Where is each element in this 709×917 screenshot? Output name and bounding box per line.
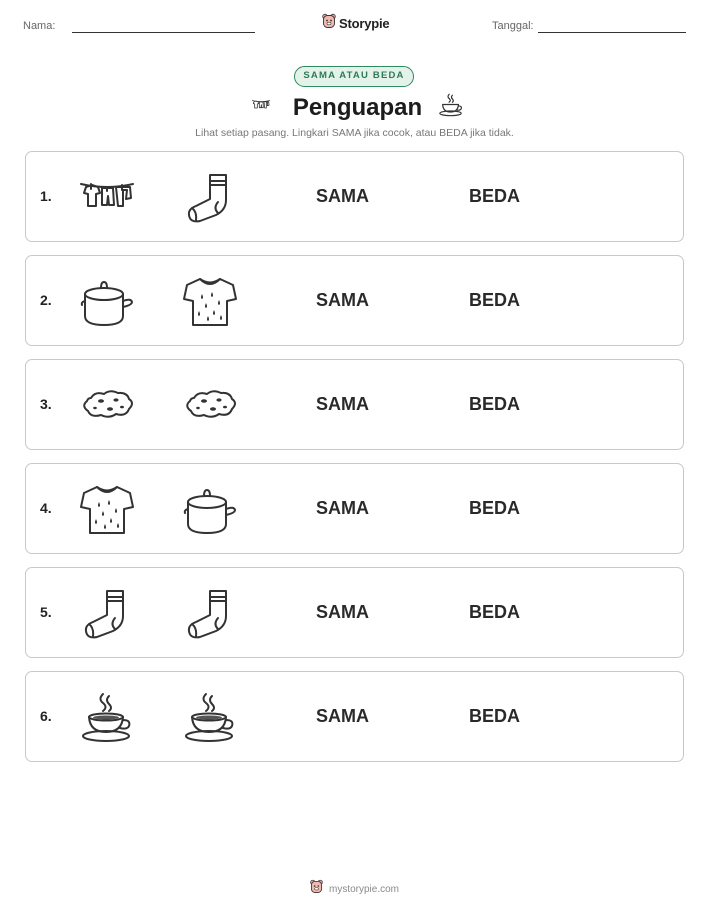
worksheet-badge: SAMA ATAU BEDA (294, 66, 414, 87)
option-different[interactable]: BEDA (469, 498, 521, 518)
option-different[interactable]: BEDA (469, 186, 521, 206)
brand-name: Storypie (339, 16, 390, 31)
option-same[interactable]: SAMA (316, 498, 369, 518)
row-number: 3. (40, 396, 52, 412)
puddle-icon (182, 378, 238, 432)
brand (322, 13, 389, 34)
exercise-row (25, 359, 684, 450)
name-label: Nama: (23, 20, 56, 32)
option-same[interactable]: SAMA (316, 706, 369, 726)
pot-icon (79, 274, 135, 328)
exercise-row (25, 463, 684, 554)
sock-icon (182, 170, 238, 224)
exercise-row (25, 255, 684, 346)
option-different[interactable]: BEDA (469, 706, 521, 726)
footer (0, 879, 709, 899)
clothesline-icon (245, 96, 277, 119)
hot-cup-icon (182, 690, 238, 744)
date-label: Tanggal: (492, 20, 534, 32)
clothesline-icon (79, 170, 135, 224)
title-row (0, 92, 709, 123)
option-same[interactable]: SAMA (316, 602, 369, 622)
option-same[interactable]: SAMA (316, 186, 369, 206)
hot-cup-icon (438, 92, 464, 123)
hot-cup-icon (79, 690, 135, 744)
option-different[interactable]: BEDA (469, 602, 521, 622)
pot-icon (182, 482, 238, 536)
sock-icon (79, 586, 135, 640)
name-line[interactable] (72, 32, 255, 33)
row-number: 6. (40, 708, 52, 724)
option-same[interactable]: SAMA (316, 394, 369, 414)
bear-logo-icon (322, 13, 336, 34)
option-different[interactable]: BEDA (469, 290, 521, 310)
row-number: 2. (40, 292, 52, 308)
date-line[interactable] (538, 32, 686, 33)
wet-shirt-icon (182, 274, 238, 328)
row-number: 5. (40, 604, 52, 620)
option-same[interactable]: SAMA (316, 290, 369, 310)
exercise-row (25, 671, 684, 762)
exercise-row (25, 567, 684, 658)
puddle-icon (79, 378, 135, 432)
exercise-row (25, 151, 684, 242)
bear-logo-icon (310, 879, 323, 899)
row-number: 1. (40, 188, 52, 204)
worksheet-title: Penguapan (292, 93, 423, 121)
row-number: 4. (40, 500, 52, 516)
wet-shirt-icon (79, 482, 135, 536)
option-different[interactable]: BEDA (469, 394, 521, 414)
footer-url[interactable]: mystorypie.com (328, 883, 399, 895)
sock-icon (182, 586, 238, 640)
instruction-text: Lihat setiap pasang. Lingkari SAMA jika cocok, atau BEDA jika tidak. (195, 127, 514, 139)
